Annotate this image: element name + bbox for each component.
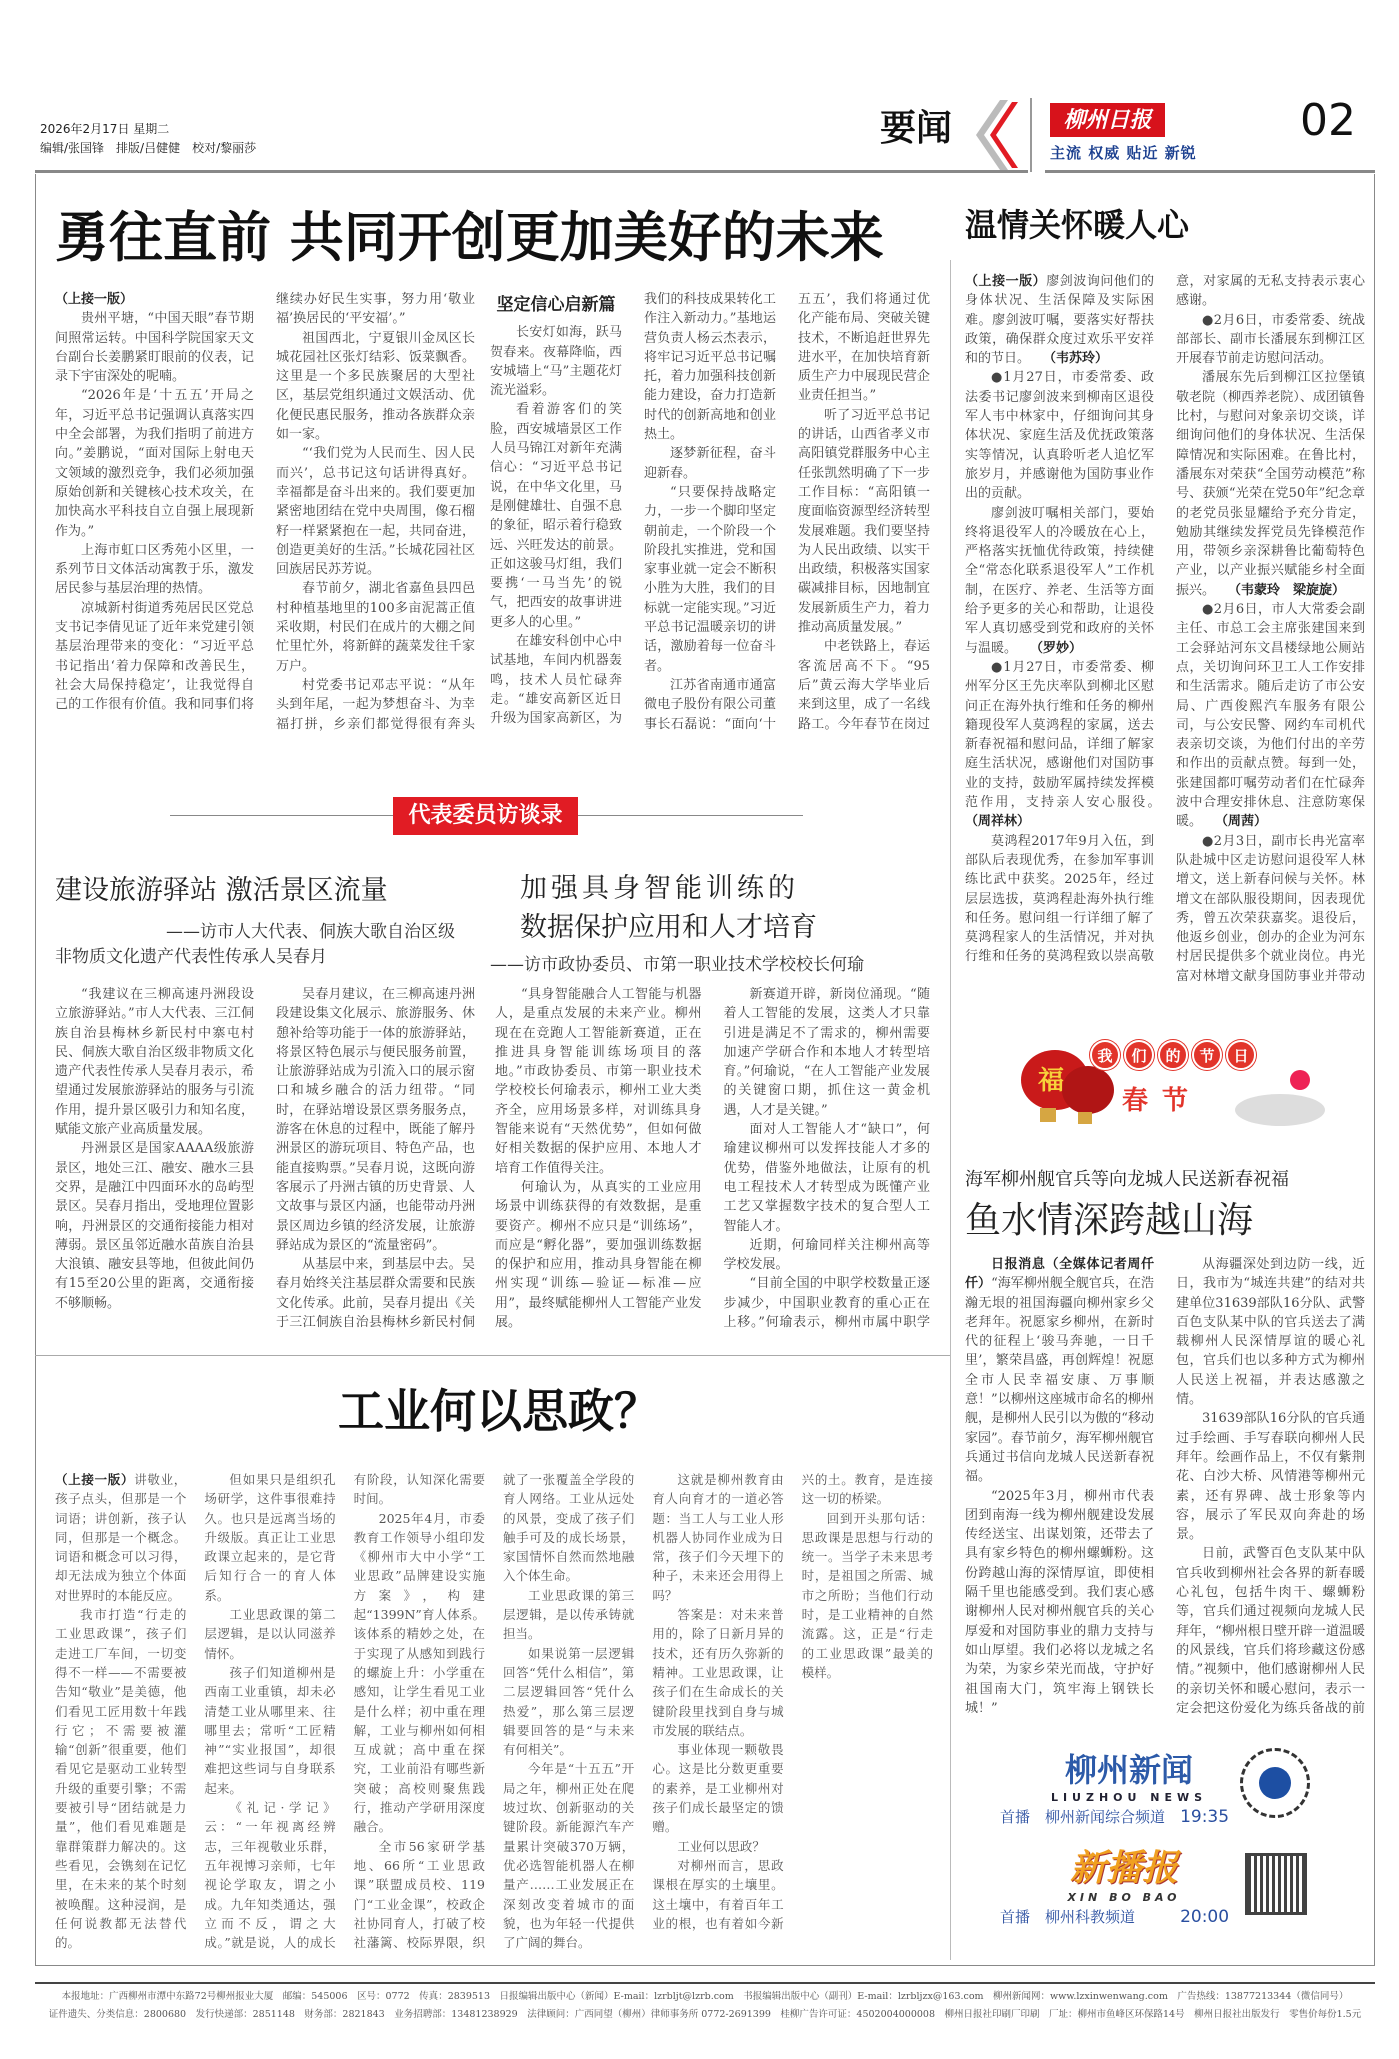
paragraph: ●2月6日，市人大常委会副主任、市总工会主席张建国来到工会驿站河东文昌楼绿地公厕站点，关切询问环卫工人工作安排和生活需求。随后走访了市公安局、广西俊熙汽车服务有限公司，与公安民警、网约车司机代表亲切交谈，为他们付出的辛劳和作出的贡献点赞。每到一处，张建国都叮嘱劳动者们在忙碌奔波中合理安排休息、注意防寒保暖。 （周茜） [1176, 602, 1365, 830]
footer-line-1: 本报地址：广西柳州市潭中东路72号柳州报业大厦 邮编：545006 区号：0772 传真：2839513 日报编辑出版中心（新闻）E-mail：lzrbljt@lzrb.com 书报编辑出版中心（副刊）E-mail：lzrbljzx@163.com 柳州新闻网：www.lzxinwenwang.com 广告热线：13877213344（微信同号） [61, 1991, 1349, 2002]
ad-logo: 柳州新闻 [1064, 1751, 1193, 1789]
paragraph: 江苏省南通市通富微电子股份有限公司董事长石磊说：“面向‘十五五’，我们将通过优化产能布局、突破关键技术，不断追赶世界先进水平，在加快培育新质生产力中展现民营企业责任担当。” [644, 292, 930, 732]
paragraph: “具身智能融合人工智能与机器人，是重点发展的未来产业。柳州现在在竞跑人工智能新赛道，正在推进具身智能训练场项目的落地。”市政协委员、市第一职业技术学校校长何瑜表示，柳州工业大类齐全，应用场景多样，对训练具身智能来说有“天然优势”，但如何做好相关数据的保护应用、本地人才培育工作值得关注。 [495, 987, 702, 1176]
paragraph: 事业体现一颗敬畏心。这是比分数更重要的素养，是工业柳州对孩子们成长最坚定的馈赠。 [652, 1742, 784, 1835]
paragraph: “2026年是‘十五五’开局之年，习近平总书记强调认真落实四中全会部署，为我们指明了前进方向。”姜鹏说，“面对国际上射电天文领域的激烈竞争，我们必须加强原始创新和关键核心技术攻关，在加快高水平科技自立自强上展现新作为。” [55, 388, 254, 539]
header-divider [1030, 98, 1032, 172]
main-headline: 勇往直前 共同开创更加美好的未来 [55, 206, 884, 269]
paragraph: 中老铁路上，春运客流居高不下。“95后”黄云海大学毕业后来到这里，成了一名线路工。今年春节在岗过 [798, 639, 930, 732]
paragraph: 面对人工智能人才“缺口”，何瑜建议柳州可以发挥技能人才多的优势，借鉴外地做法，让原有的机电工程技术人才转型成为既懂产业工艺又掌握数字技术的复合型人工智能人才。 [723, 1122, 930, 1234]
interview-right-title-2: 数据保护应用和人才培育 [520, 912, 817, 943]
slogan: 主流 权威 贴近 新锐 [1050, 144, 1197, 162]
paragraph: 长安灯如海，跃马贺春来。夜幕降临，西安城墙上“马”主题花灯流光溢彩。 [490, 325, 622, 399]
douyin-qr-code[interactable] [1240, 1748, 1310, 1818]
paragraph: “2025年3月，柳州市代表团到南海一线为柳州舰建设发展传经送宝、出谋划策，还带去了具有家乡特色的柳州螺蛳粉。这份跨越山海的深情厚谊，即使相隔千里也能感受到。我们衷心感谢柳州人民对柳州舰官兵的关心厚爱和对国防事业的鼎力支持与如山厚望。我们必将以龙城之名为荣，为家乡荣光而战，守护好祖国南大门，筑牢海上钢铁长城！” [965, 1488, 1154, 1716]
paragraph: 日前，武警百色支队某中队官兵收到柳州社会各界的新春暖心礼包，包括牛肉干、螺蛳粉等，官兵们通过视频向龙城人民拜年，“柳州根日壁开辟一道温暖的风景线，官兵们将珍藏这份感情。”视频中，他们感谢柳州人民的亲切关怀和暖心慰问，表示一定会把这份爱化为练兵备战的前 [1176, 1546, 1365, 1716]
care-body [965, 272, 1365, 992]
header-rule-left [35, 170, 1028, 173]
paragraph: （上接一版） [55, 292, 134, 307]
ad-logo-en: LIUZHOU NEWS [1050, 1791, 1208, 1804]
interview-right-body [495, 985, 930, 1335]
paragraph: 廖剑波叮嘱相关部门，要始终将退役军人的冷暖放在心上，严格落实抚恤优待政策，持续健全“常态化联系退役军人”工作机制，在医疗、养老、生活等方面给予更多的关心和帮助，让退役军人真切感受到党和政府的关怀与温暖。 （罗妙） [965, 505, 1154, 656]
navy-body [965, 1255, 1365, 1723]
paragraph: 新赛道开辟，新岗位涌现。“随着人工智能的发展，这类人才只靠引进是满足不了需求的，柳州需要加速产学研合作和本地人才转型培育。”何瑜说，“在人工智能产业发展的关键窗口期，抓住这一黄金机遇，人才是关键。” [723, 987, 930, 1118]
paragraph: 从基层中来，到基层中去。吴春月始终关注基层群众需要和民族文化传承。此前，吴春月提出《关于三江侗族自治县梅林乡新民村侗 [276, 1257, 475, 1331]
paragraph: 日报消息（全媒体记者周仟仟）“海军柳州舰全舰官兵，在浩瀚无垠的祖国海疆向柳州家乡父老拜年。祝愿家乡柳州，在新时代的征程上‘骏马奔驰，一日千里’，繁荣昌盛，再创辉煌！祝愿全市人民幸福安康、万事顺意！”以柳州这座城市命名的柳州舰，是柳州人民引以为傲的“移动家园”。春节前夕，海军柳州舰官兵通过书信向龙城人民送新春祝福。 [965, 1257, 1154, 1485]
paragraph: ●1月27日，市委常委、柳州军分区王先庆率队到柳北区慰问正在海外执行维和任务的柳州籍现役军人莫鸿程的家属，送去新春祝福和慰问品，详细了解家庭生活状况，感谢他们对国防事业的支持，鼓励军属持续发挥模范作用，支持亲人安心服役。 （周祥林） [965, 659, 1180, 830]
ad-channel: 柳州新闻综合频道 [1045, 1808, 1166, 1826]
paragraph: 凉城新村街道秀苑居民区党总支书记李倩见证了近年来党建引领基层治理带来的变化：“习近平总书记指出‘着力保障和改善民生，社会大局保持稳定’，让我觉得自己的工作很有价值。我和同事们将继续办好民生实事，努力用‘敬业福’换居民的‘平安福’。” [55, 292, 475, 713]
ad-xinbobao [1000, 1840, 1228, 1927]
navy-kicker: 海军柳州舰官兵等向龙城人民送新春祝福 [965, 1169, 1289, 1190]
paragraph: （上接一版）廖剑波询问他们的身体状况、生活保障及实际困难。廖剑波叮嘱，要落实好帮扶政策，确保群众度过欢乐平安祥和的节日。 （韦苏玲） [965, 274, 1154, 367]
ad-logo-en: XIN BO BAO [1067, 1891, 1181, 1904]
interview-right-header [490, 866, 920, 975]
paragraph: 村党委书记邓志平说：“从年头到年尾，一起为梦想奋斗、为幸福打拼，乡亲们都觉得很有奔头 [276, 677, 475, 732]
ad-label: 首播 [1000, 1908, 1031, 1926]
paragraph: 回到开头那句话：思政课是思想与行动的统一。当学子未来思考时，是祖国之所需、城市之所盼；当他们行动时，是工业精神的自然流露。这，正是“行走的工业思政课”最美的模样。 [801, 1510, 933, 1680]
paragraph: 今年是“十五五”开局之年，柳州正处在爬坡过坎、创新驱动的关键阶段。新能源汽车产量累计突破370万辆，优必选智能机器人在柳量产……工业发展正在深刻改变着城市的面貌，也为年轻一代提供了广阔的舞台。 [502, 1761, 635, 1951]
chevron-left-icon [970, 100, 1020, 170]
paragraph: 对柳州而言，思政课根在厚实的土壤里。这土壤中，有着百年工业的根，也有着如今新兴的土。教育，是连接这一切的桥梁。 [652, 1472, 933, 1931]
commentary-title: 工业何以思政？ [338, 1384, 660, 1438]
paragraph: 如果说第一层逻辑回答“凭什么相信”，第二层逻辑回答“凭什么热爱”，那么第三层逻辑要回答的是“与未来有何相关”。 [502, 1645, 635, 1758]
newspaper-logo: 柳州日报 [1050, 103, 1165, 137]
paragraph: 逐梦新征程，奋斗迎新春。 [644, 446, 776, 481]
festival-circle: 节 [1192, 1040, 1222, 1070]
header-rule-right [1045, 170, 1375, 173]
interview-left-byline-2: 非物质文化遗产代表性传承人吴春月 [55, 947, 327, 967]
paragraph: ●1月27日，市委常委、政法委书记廖剑波来到柳南区退役军人韦中林家中，仔细询问其身体状况、家庭生活及优抚政策落实等情况，认真聆听老人追忆军旅岁月，并感谢他为国防事业作出的贡献。 [965, 370, 1154, 502]
ad-logo: 新播报 [1069, 1848, 1178, 1889]
paragraph: 听了习近平总书记的讲话，山西省孝义市高阳镇党群服务中心主任张凯然明确了下一步工作目标：“高阳镇一度面临资源型经济转型发展难题。我们要坚持为人民出政绩、以实干出政绩，积极落实国家碳减排目标，因地制宜发展新质生产力，着力推动高质量发展。” [798, 407, 930, 636]
main-subhead: 坚定信心启新篇 [496, 295, 616, 315]
paragraph: 工业思政课的第三层逻辑，是以传承铸就担当。 [502, 1587, 635, 1642]
paragraph: 上海市虹口区秀苑小区里，一系列节日文体活动寓教于乐，激发居民参与基层治理的热情。 [55, 542, 254, 597]
issue-date: 2026年2月17日 星期二 [40, 122, 170, 136]
paragraph: “我建议在三柳高速丹洲段设立旅游驿站。”市人大代表、三江侗族自治县梅林乡新民村中寨屯村民、侗族大歌自治区级非物质文化遗产代表性传承人吴春月表示，希望通过发展旅游驿站的服务与引流作用，提升景区吸引力和知名度，赋能文旅产业高质量发展。 [55, 987, 254, 1138]
paragraph: 莫鸿程2017年9月入伍，到部队后表现优秀，在参加军事训练比武中获奖。2025年，经过层层选拔，莫鸿程赴海外执行维和任务。慰问组一行详细了解了莫鸿程家人的生活情况，并对执行维和任务的莫鸿程致以崇高敬意，对家属的无私支持表示衷心感谢。 [965, 274, 1365, 965]
paragraph: 吴春月建议，在三柳高速丹洲段建设集文化展示、旅游服务、休憩补给等功能于一体的旅游驿站，将景区特色展示与便民服务前置，让旅游驿站成为引流入口的展示窗口和城乡融合的活力纽带。“同时，在驿站增设景区票务服务点，游客在休息的过程中，既能了解丹洲景区的游玩项目、特色产品，也能直接购票。”吴春月说，这既向游客展示了丹洲古镇的历史背景、人文故事与景区内涵，也能带动丹洲景区周边乡镇的经济发展，让旅游驿站成为景区的“流量密码”。 [276, 987, 475, 1253]
section-title: 要闻 [880, 108, 953, 149]
ad-liuzhou-news [1000, 1745, 1228, 1827]
paragraph: 这就是柳州教育由育人向育才的一道必答题：当工人与工业人形机器人协同作业成为日常，孩子们今天埋下的种子，未来还会用得上吗？ [652, 1472, 784, 1603]
commentary-body [55, 1470, 933, 1958]
paragraph: 但如果只是组织孔场研学，这件事很难持久。也只是远离当场的升级版。真正让工业思政课立起来的，是它背后知行合一的育人体系。 [204, 1472, 336, 1603]
interview-left-header [55, 868, 455, 967]
paragraph: 贵州平塘，“中国天眼”春节期间照常运转。中国科学院国家天文台副台长姜鹏紧盯眼前的仪表，记录下宇宙深处的呢喃。 [55, 311, 254, 385]
paragraph: 《礼记·学记》云：“一年视离经辨志，三年视敬业乐群，五年视博习亲师，七年视论学取友，谓之小成。九年知类通达，强立而不反，谓之大成。”就是说，人的成长有阶段，认知深化需要时间。 [204, 1472, 485, 1951]
lantern-fu: 福 [1038, 1066, 1065, 1096]
festival-circles [1090, 1040, 1256, 1070]
ad-time: 20:00 [1180, 1907, 1230, 1927]
ad-time: 19:35 [1180, 1807, 1230, 1827]
paragraph: 从海疆深处到边防一线，近日，我市为“城连共建”的结对共建单位31639部队16分队、武警百色支队某中队的官兵送去了满载柳州人民深情厚谊的暖心礼包，官兵们也以多种方式为柳州人民送上祝福，并表达感激之情。 [1176, 1257, 1365, 1408]
ad-label: 首播 [1000, 1808, 1031, 1826]
masthead-meta [40, 120, 256, 158]
interview-right-title-1: 加强具身智能训练的 [520, 873, 799, 904]
paragraph: 答案是：对未来普用的，除了日新月异的技术，还有历久弥新的精神。工业思政课，让孩子们在生命成长的关键阶段里找到自身与城市发展的联结点。 [652, 1607, 784, 1738]
paragraph: 我市打造“行走的工业思政课”，孩子们走进工厂车间，一切变得不一样——不需要被告知“敬业”是美德，他们看见工匠用数十年践行它；不需要被灌输“创新”很重要，他们看见它是驱动工业转型升级的重要引擎；不需要被引导“团结就是力量”，他们看见难题是靠群策群力解决的。这些看见，会镌刻在记忆里，在未来的某个时刻被唤醒。这种浸润，是任何说教都无法替代的。 [55, 1607, 187, 1951]
footer-rule [35, 1982, 1375, 1984]
paragraph: 祖国西北，宁夏银川金凤区长城花园社区张灯结彩、饭菜飘香。这里是一个多民族聚居的大型社区，基层党组织通过文娱活动、优化便民惠民服务，推动各族群众亲如一家。 [276, 330, 475, 443]
column-divider [950, 260, 951, 1960]
festival-name: 春节 [1122, 1086, 1203, 1116]
section-rule [35, 1355, 950, 1356]
staff-credits: 编辑/张国锋 排版/吕健健 校对/黎丽莎 [40, 141, 257, 155]
banner-rule-right [578, 815, 803, 816]
navy-title: 鱼水情深跨越山海 [965, 1200, 1254, 1241]
banner-rule-left [170, 815, 395, 816]
paragraph: （上接一版）讲敬业，孩子点头，但那是一个词语；讲创新，孩子认同，但那是一个概念。词语和概念可以习得，却无法成为独立个体面对世界时的本能反应。 [55, 1472, 187, 1603]
main-article-body-a [55, 290, 475, 738]
paragraph: 31639部队16分队的官兵通过手绘画、手写春联向柳州人民拜年。绘画作品上，不仅有紫荆花、白沙大桥、风情港等柳州元素，还有界碑、战士形象等内容，展示了军民双向奔赴的场景。 [1176, 1411, 1365, 1543]
paragraph: ●2月6日，市委常委、统战部部长、副市长潘展东到柳江区开展春节前走访慰问活动。 [1176, 312, 1365, 367]
paragraph: “‘我们党为人民而生、因人民而兴’，总书记这句话讲得真好。幸福都是奋斗出来的。我们要更加紧密地团结在党中央周围，像石榴籽一样紧紧抱在一起，共同奋进，创造更美好的生活。”长城花园社区回族居民苏芳说。 [276, 446, 475, 578]
page-number: 02 [1300, 95, 1356, 146]
ad-channel: 柳州科教频道 [1045, 1908, 1136, 1926]
interview-right-byline: ——访市政协委员、市第一职业技术学校校长何瑜 [490, 955, 864, 975]
interview-banner: 代表委员访谈录 [393, 797, 578, 835]
care-title: 温情关怀暖人心 [965, 206, 1190, 244]
paragraph: 春节前夕，湖北省嘉鱼县四邑村种植基地里的100多亩泥蒿正值采收期，村民们在成片的大棚之间忙里忙外，将新鲜的蔬菜发往千家万户。 [276, 581, 475, 674]
interview-left-title: 建设旅游驿站 激活景区流量 [55, 875, 388, 906]
paragraph: 在雄安科创中心中试基地，车间内机器轰鸣，技术人员忙碌奔走。“雄安高新区近日升级为国家高新区，为我们的科技成果转化工作注入新动力。”基地运营负责人杨云杰表示，将牢记习近平总书记嘱托，着力加强科技创新能力建设，奋力打造新时代的创新高地和创业热土。 [490, 292, 776, 727]
festival-circle: 日 [1226, 1040, 1256, 1070]
paragraph: 丹洲景区是国家AAAA级旅游景区，地处三江、融安、融水三县交界，是融江中四面环水的岛屿型景区。吴春月指出，受地理位置影响，丹洲景区的交通衔接能力相对薄弱。景区虽邻近融水苗族自治县大浪镇、融安县等地，但彼此间仍有15至20公里的距离，交通衔接不够顺畅。 [55, 1141, 254, 1311]
interview-left-body [55, 985, 475, 1335]
interview-left-byline-1: ——访市人大代表、侗族大歌自治区级 [166, 922, 455, 942]
paragraph: 工业何以思政？ [677, 1838, 765, 1854]
festival-circle: 们 [1124, 1040, 1154, 1070]
paragraph: 全市56家研学基地、66所“工业思政课”联盟成员校、119门“工业金课”，校政企社协同育人，打破了校社藩篱、校际界限，织就了一张覆盖全学段的育人网络。工业从远处的风景，变成了孩子们触手可及的成长场景，家国情怀自然而然地融入个体生命。 [353, 1472, 635, 1951]
festival-circle: 的 [1158, 1040, 1188, 1070]
paragraph: 工业思政课的第二层逻辑，是以认同滋养情怀。 [204, 1607, 336, 1661]
paragraph: ●2月3日，副市长冉光富率队赴城中区走访慰问退役军人林增文，送上新春问候与关怀。林增文在部队服役期间，因表现优秀，曾五次荣获嘉奖。退役后，他返乡创业，创办的企业为河东村居民提供多个就业岗位。冉光富对林增文献身国防事业并带动 [1176, 833, 1365, 984]
paragraph: 近期，何瑜同样关注柳州高等学校发展。 [723, 1237, 930, 1273]
footer [40, 1988, 1370, 2024]
footer-line-2: 证件遗失、分类信息：2800680 发行快递部：2851148 财务部：2821843 业务招聘部：13481238929 法律顾问：广西同望（柳州）律师事务所 0772-2691399 桂柳广告许可证：4502004000008 柳州日报社印刷厂印刷 厂址：柳州市鱼峰区环保路14号 柳州日报社出版发行 零售价每份1.5元 [48, 2009, 1362, 2020]
paragraph: 孩子们知道柳州是西南工业重镇，却未必清楚工业从哪里来、往哪里去；常听“工匠精神”“实业报国”，却很难把这些词与自身联系起来。 [204, 1664, 336, 1796]
paragraph: 2025年4月，市委教育工作领导小组印发《柳州市大中小学“工业思政”品牌建设实施方案》，构建起“1399N”育人体系。该体系的精妙之处，在于实现了从感知到践行的螺旋上升：小学重在感知，让学生看见工业是什么样；初中重在理解，工业与柳州如何相互成就；高中重在探究，工业前沿有哪些新突破；高校则聚焦践行，推动产学研用深度融合。 [353, 1510, 485, 1835]
paragraph: “目前全国的中职学校数量正逐步减少，中国职业教育的重心正在上移。”何瑜表示，柳州市属中职学 [723, 1276, 930, 1331]
paragraph: “只要保持战略定力，一步一个脚印坚定朝前走，一个阶段一个阶段扎实推进，党和国家事业就一定会不断积小胜为大胜，我们的目标就一定能实现。”习近平总书记温暖亲切的讲话，激励着每一位奋斗者。 [644, 484, 776, 674]
festival-graphic [1010, 1030, 1340, 1140]
wechat-qr-code[interactable] [1245, 1853, 1307, 1915]
paragraph: 潘展东先后到柳江区拉堡镇敬老院（柳西养老院）、成团镇鲁比村，与慰问对象亲切交谈，详细询问他们的身体状况、生活保障情况和实际困难。在鲁比村，潘展东对荣获“全国劳动模范”称号、获颁“光荣在党50年”纪念章的老党员张显耀给予充分肯定，勉励其继续发挥党员先锋模范作用，带领乡亲深耕鲁比葡萄特色产业，以产业振兴赋能乡村全面振兴。 （韦蒙玲 梁旋旋） [1176, 370, 1365, 598]
paragraph: 何瑜认为，从真实的工业应用场景中训练获得的有效数据，是重要资产。柳州不应只是“训练场”，而应是“孵化器”，要加强训练数据的保护和应用，推动具身智能在柳州实现“训练—验证—标准—应用”，最终赋能柳州人工智能产业发展。 [495, 1179, 702, 1331]
paragraph: 看着游客们的笑脸，西安城墙景区工作人员马锦江对新年充满信心：“习近平总书记说，在中华文化里，马是刚健雄壮、自强不息的象征，昭示着行稳致远、兴旺发达的前景。正如这骏马灯组，我们要携‘一马当先’的锐气，把西安的故事讲进更多人的心里。” [490, 402, 622, 630]
festival-circle: 我 [1090, 1040, 1120, 1070]
main-article-body-b [490, 290, 930, 738]
